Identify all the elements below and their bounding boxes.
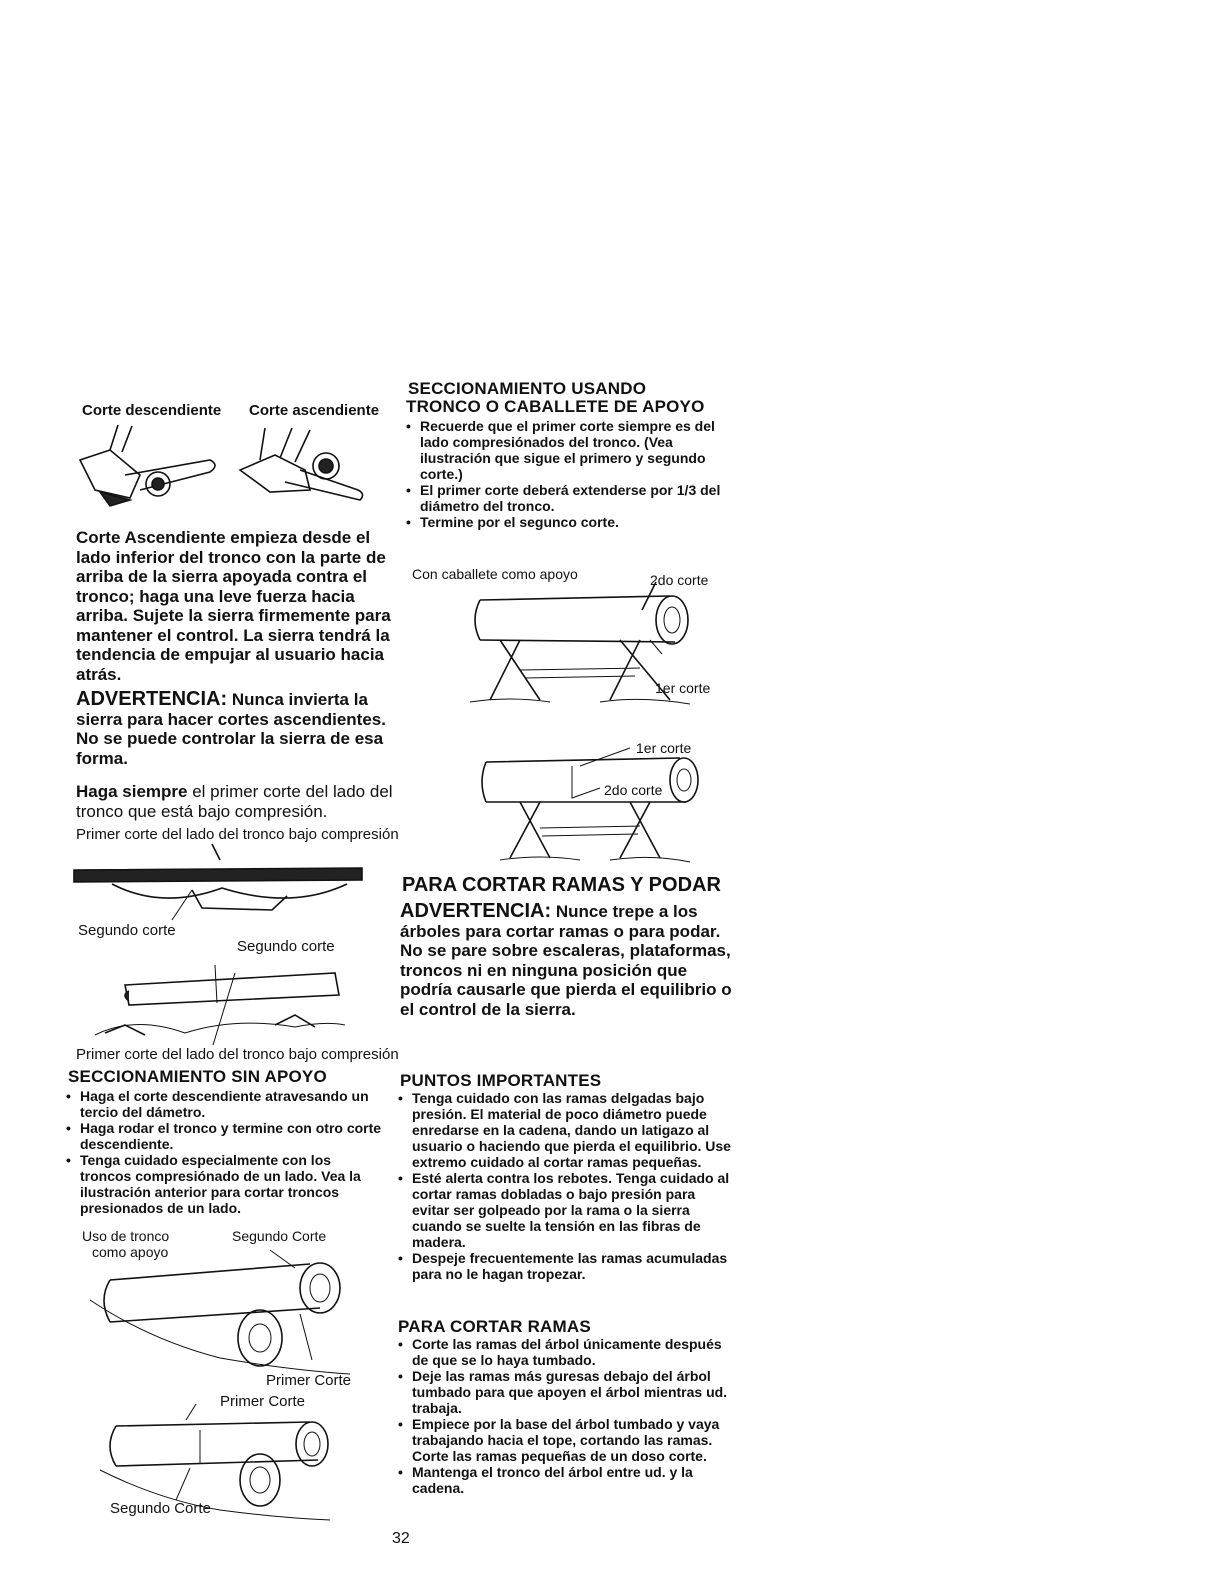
log-ground-illustration <box>95 955 355 1045</box>
para-cortar-ramas-title: PARA CORTAR RAMAS <box>398 1317 591 1336</box>
label-segundo-corte-a: Segundo Corte <box>232 1228 327 1244</box>
label-con-caballete: Con caballete como apoyo <box>412 566 578 582</box>
fig1-label-1er-corte: 1er corte <box>655 680 711 696</box>
paragraph-lead: Corte Ascendiente <box>76 528 226 547</box>
list-item: • Tenga cuidado con las ramas delgadas bajo presión. El material de poco diámetro puede enredarse en la cadena, dando un latigazo al usuario o haciendo que pierda el equilibrio. Use extremo cuidado al cortar ramas pequeñas. <box>398 1090 736 1170</box>
caption-corte-ascendiente: Corte ascendiente <box>249 402 380 419</box>
compression-paragraph <box>76 782 396 821</box>
list-item: • Empiece por la base del árbol tumbado y vaya trabajando hacia el tope, cortando las ramas. Corte las ramas pequeñas de un doso corte. <box>398 1416 736 1464</box>
list-item: • Tenga cuidado especialmente con los troncos compresiónado de un lado. Vea la ilustración anterior para cortar troncos presionados de un lado. <box>66 1152 386 1216</box>
list-item: • Haga rodar el tronco y termine con otro corte descendiente. <box>66 1120 386 1152</box>
corte-ascendiente-paragraph <box>76 528 396 684</box>
list-item: • Corte las ramas del árbol únicamente después de que se lo haya tumbado. <box>398 1336 736 1368</box>
apoyo-list <box>406 418 736 530</box>
log-on-log-illustration-1 <box>90 1250 360 1390</box>
ramas-advertencia-paragraph <box>400 902 735 1019</box>
saw-cutting-illustration <box>70 420 370 520</box>
sawhorse-log-illustration-1 <box>470 580 730 720</box>
log-compression-illustration <box>72 840 372 920</box>
seccionamiento-usando-title-1: SECCIONAMIENTO USANDO <box>408 379 647 398</box>
advertencia-paragraph <box>76 690 396 768</box>
warning-text: Nunca invierta la sierra para hacer cortes ascendientes. No se puede controlar la sierra de esa forma. <box>76 690 386 768</box>
label-primer-corte-a: Primer Corte <box>266 1372 352 1389</box>
label-uso-de-tronco: Uso de tronco <box>82 1228 170 1244</box>
puntos-list <box>398 1090 736 1282</box>
warning-lead: ADVERTENCIA: <box>76 688 228 710</box>
sin-apoyo-list <box>66 1088 386 1216</box>
label-primer-corte-b: Primer Corte <box>220 1393 306 1410</box>
fig2-label-2do-corte: 2do corte <box>604 782 663 798</box>
seccionamiento-usando-title-2: TRONCO O CABALLETE DE APOYO <box>406 397 705 416</box>
warning-lead: ADVERTENCIA: <box>400 900 552 922</box>
para-cortar-ramas-y-podar-title: PARA CORTAR RAMAS Y PODAR <box>402 874 721 896</box>
list-item: • El primer corte deberá extenderse por 1/3 del diámetro del tronco. <box>406 482 736 514</box>
label-como-apoyo: como apoyo <box>92 1244 169 1260</box>
fig-label-segundo-corte-2: Segundo corte <box>237 938 335 955</box>
label-segundo-corte-b: Segundo Corte <box>110 1500 211 1517</box>
puntos-importantes-title: PUNTOS IMPORTANTES <box>400 1071 602 1090</box>
list-item: • Esté alerta contra los rebotes. Tenga cuidado al cortar ramas dobladas o bajo presión para evitar ser golpeado por la rama o la sierra cuando se suelte la tensión en las fibras de madera. <box>398 1170 736 1250</box>
compression-text: el primer corte del lado del tronco que está bajo compresión. <box>76 782 393 821</box>
sawhorse-log-illustration-2 <box>480 748 710 868</box>
list-item: • Deje las ramas más guresas debajo del árbol tumbado para que apoyen el árbol mientras ud. trabaja. <box>398 1368 736 1416</box>
compression-lead: Haga siempre <box>76 782 188 801</box>
list-item: • Despeje frecuentemente las ramas acumuladas para no le hagan tropezar. <box>398 1250 736 1282</box>
fig-label-segundo-corte-1: Segundo corte <box>78 922 176 939</box>
fig-label-primer-corte-top: Primer corte del lado del tronco bajo compresión <box>76 826 399 843</box>
paragraph-text: empieza desde el lado inferior del tronco con la parte de arriba de la sierra apoyada contra el tronco; haga una leve fuerza hacia arriba. Sujete la sierra firmemente para mantener el control. La sierra tendrá la tendencia de empujar al usuario hacia atrás. <box>76 528 391 684</box>
fig2-label-1er-corte: 1er corte <box>636 740 692 756</box>
warning-text: Nunce trepe a los árboles para cortar ramas o para podar. No se pare sobre escaleras, plataformas, troncos ni en ninguna posición que podría causarle que pierda el equilibrio o el control de la sierra. <box>400 902 732 1019</box>
list-item: • Recuerde que el primer corte siempre es del lado compresiónados del tronco. (Vea ilustración que sigue el primero y segundo corte.) <box>406 418 736 482</box>
cortar-ramas-list <box>398 1336 736 1496</box>
caption-corte-descendiente: Corte descendiente <box>82 402 222 419</box>
page-number: 32 <box>392 1530 410 1547</box>
list-item: • Haga el corte descendiente atravesando un tercio del dámetro. <box>66 1088 386 1120</box>
list-item: • Termine por el segunco corte. <box>406 514 736 530</box>
seccionamiento-sin-apoyo-title: SECCIONAMIENTO SIN APOYO <box>68 1067 327 1086</box>
fig1-label-2do-corte: 2do corte <box>650 572 709 588</box>
fig-label-primer-corte-bottom: Primer corte del lado del tronco bajo compresión <box>76 1046 399 1063</box>
list-item: • Mantenga el tronco del árbol entre ud. y la cadena. <box>398 1464 736 1496</box>
